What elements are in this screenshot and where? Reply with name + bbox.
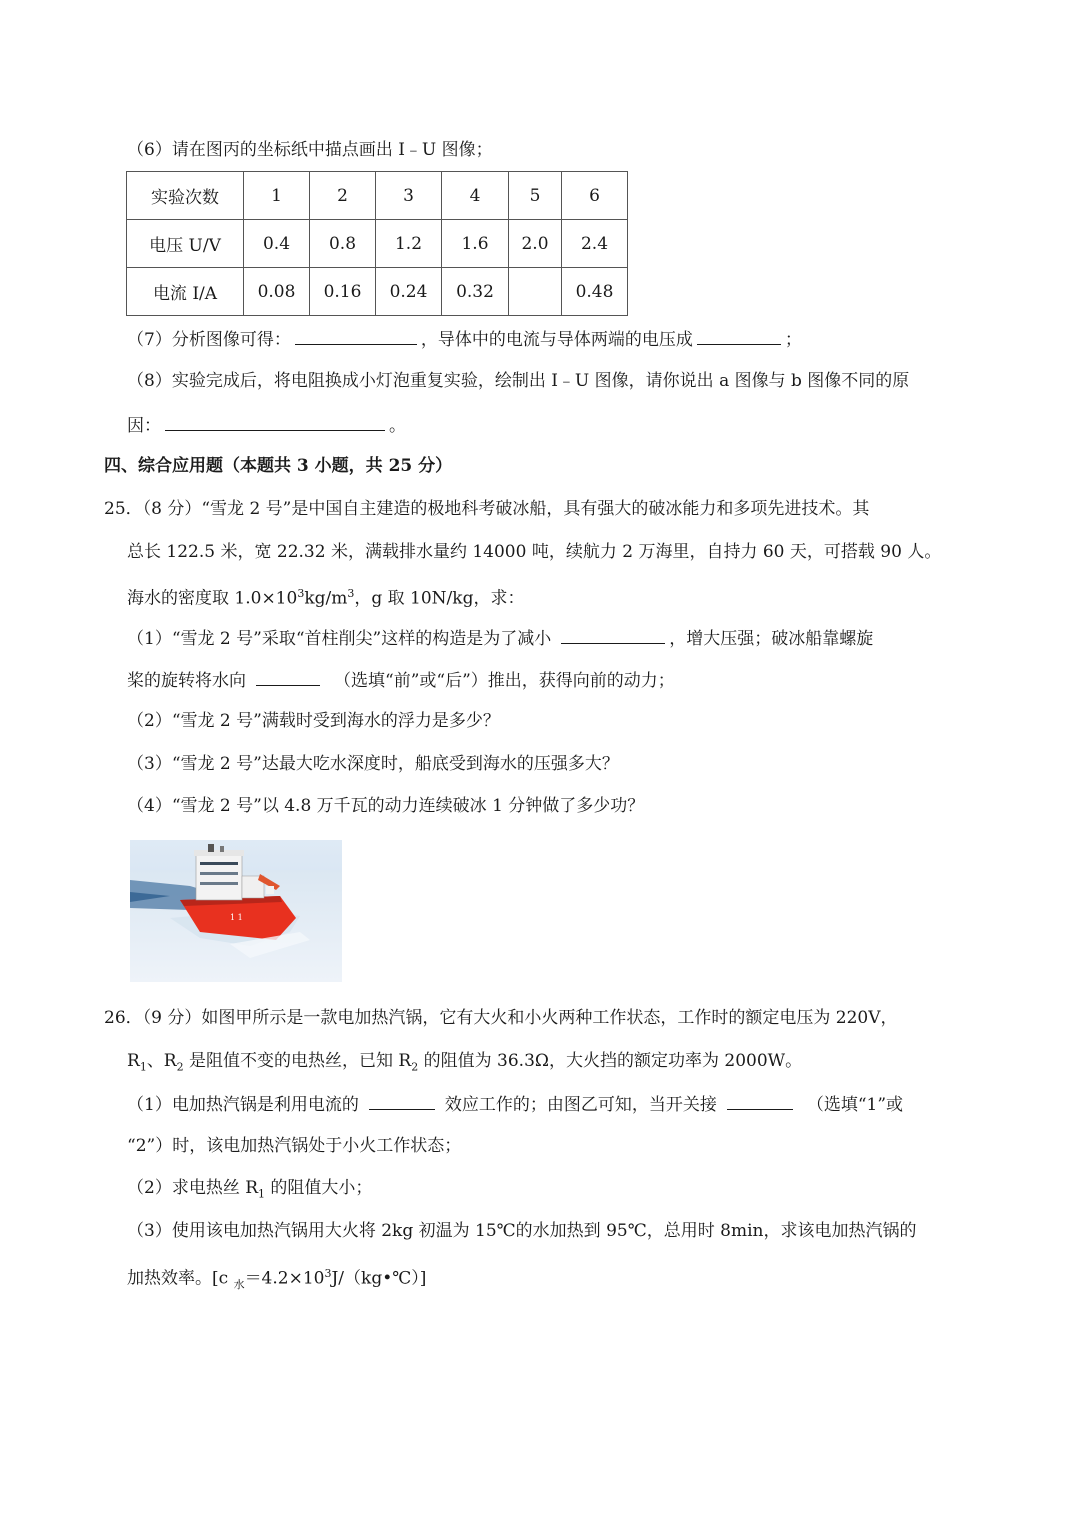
subscript: 2	[411, 1060, 419, 1074]
answer-blank[interactable]	[165, 412, 385, 431]
question-25-line1: 25．（8 分）“雪龙 2 号”是中国自主建造的极地科考破冰船，具有强大的破冰能力和多项先进技术。其	[104, 499, 870, 519]
question-26-line2	[127, 1049, 802, 1079]
part1-mid: ，增大压强；破冰船靠螺旋	[669, 629, 874, 649]
resistor-text: 是阻值不变的电热丝，已知 R	[183, 1051, 412, 1071]
table-cell: 0.4	[244, 220, 310, 268]
question-26-part3: （3）使用该电加热汽锅用大火将 2kg 初温为 15℃的水加热到 95℃，总用时 8min，求该电加热汽锅的	[127, 1221, 917, 1241]
question-8-end: 。	[389, 416, 406, 436]
answer-blank[interactable]	[727, 1091, 793, 1110]
question-26-part3-line2	[127, 1262, 426, 1297]
table-cell: 电压 U/V	[127, 220, 244, 268]
ship-hull-label: 1 1	[230, 913, 243, 922]
question-25-part4: （4）“雪龙 2 号”以 4.8 万千瓦的动力连续破冰 1 分钟做了多少功？	[127, 796, 645, 816]
question-25-line3	[127, 582, 524, 611]
efficiency-text: 加热效率。[c	[127, 1268, 234, 1289]
table-cell: 1.6	[442, 220, 509, 268]
superscript: 3	[347, 587, 355, 600]
subscript: 1	[139, 1060, 147, 1074]
table-cell: 1.2	[376, 220, 442, 268]
section-heading: 四、综合应用题（本题共 3 小题，共 25 分）	[104, 456, 453, 476]
table-cell: 0.8	[310, 220, 376, 268]
r-symbol: 、R	[146, 1051, 177, 1071]
table-row	[127, 268, 628, 316]
table-cell: 3	[376, 172, 442, 220]
answer-blank[interactable]	[256, 667, 320, 686]
table-cell	[509, 268, 562, 316]
question-8-label: 因：	[127, 416, 161, 436]
part1-option: （选填“1”或	[806, 1095, 904, 1115]
question-26-part1-line2: “2”）时，该电加热汽锅处于小火工作状态；	[127, 1136, 462, 1156]
table-cell: 电流 I/A	[127, 268, 244, 316]
table-row	[127, 172, 628, 220]
table-cell: 1	[244, 172, 310, 220]
gravity-text: ，g 取 10N/kg，求：	[354, 588, 525, 609]
table-row	[127, 220, 628, 268]
part1-cont: 桨的旋转将水向	[127, 671, 246, 691]
part2-end: 的阻值大小；	[265, 1178, 373, 1198]
subscript: 水	[233, 1278, 245, 1292]
question-7-label: （7）分析图像可得：	[127, 330, 291, 350]
question-25-part2: （2）“雪龙 2 号”满载时受到海水的浮力是多少？	[127, 711, 500, 731]
superscript: 3	[297, 587, 305, 600]
question-6-text: （6）请在图丙的坐标纸中描点画出 I﹣U 图像；	[127, 140, 493, 160]
question-7	[127, 326, 802, 352]
question-8-line1: （8）实验完成后，将电阻换成小灯泡重复实验，绘制出 I﹣U 图像，请你说出 a 图像与 b 图像不同的原	[127, 371, 910, 391]
answer-blank[interactable]	[697, 326, 781, 345]
subscript: 2	[176, 1060, 184, 1074]
table-cell: 0.48	[562, 268, 628, 316]
question-7-mid: ，导体中的电流与导体两端的电压成	[420, 330, 693, 350]
answer-blank[interactable]	[369, 1091, 435, 1110]
table-cell: 2.0	[509, 220, 562, 268]
question-25-part3: （3）“雪龙 2 号”达最大吃水深度时，船底受到海水的压强多大？	[127, 754, 619, 774]
specific-heat-unit: J/（kg•℃）]	[331, 1268, 427, 1289]
question-26-part1-line1	[127, 1091, 903, 1117]
question-25-part1-line1	[127, 625, 873, 651]
density-text: 海水的密度取 1.0×10	[127, 588, 298, 609]
table-cell: 0.24	[376, 268, 442, 316]
table-cell: 0.08	[244, 268, 310, 316]
resistor-value-text: 的阻值为 36.3Ω，大火挡的额定功率为 2000W。	[418, 1051, 803, 1071]
part1-text: （1）电加热汽锅是利用电流的	[127, 1095, 359, 1115]
specific-heat-text: ＝4.2×10	[244, 1268, 325, 1289]
superscript: 3	[324, 1267, 332, 1280]
part1-text: （1）“雪龙 2 号”采取“首柱削尖”这样的构造是为了减小	[127, 629, 552, 649]
part1-mid: 效应工作的；由图乙可知，当开关接	[444, 1095, 717, 1115]
table-cell: 2	[310, 172, 376, 220]
question-26-part2	[127, 1176, 372, 1206]
table-cell: 2.4	[562, 220, 628, 268]
table-cell: 4	[442, 172, 509, 220]
part1-end: （选填“前”或“后”）推出，获得向前的动力；	[334, 671, 675, 691]
part2-text: （2）求电热丝 R	[127, 1178, 259, 1198]
experiment-table	[126, 171, 628, 316]
table-cell: 6	[562, 172, 628, 220]
subscript: 1	[258, 1187, 266, 1201]
question-7-end: ；	[784, 330, 802, 350]
question-26-line1: 26．（9 分）如图甲所示是一款电加热汽锅，它有大火和小火两种工作状态，工作时的额定电压为 220V，	[104, 1008, 898, 1028]
table-cell: 0.32	[442, 268, 509, 316]
ship-illustration	[130, 840, 342, 982]
question-8-line2	[127, 412, 406, 438]
question-25-part1-line2	[127, 667, 675, 693]
icebreaker-ship-image	[130, 840, 342, 982]
answer-blank[interactable]	[295, 326, 417, 345]
question-25-line2: 总长 122.5 米，宽 22.32 米，满载排水量约 14000 吨，续航力 2 万海里，自持力 60 天，可搭载 90 人。	[127, 542, 942, 562]
density-unit: kg/m	[304, 588, 348, 609]
table-cell: 5	[509, 172, 562, 220]
answer-blank[interactable]	[561, 625, 665, 644]
r-symbol: R	[127, 1051, 140, 1071]
table-cell: 实验次数	[127, 172, 244, 220]
table-cell: 0.16	[310, 268, 376, 316]
